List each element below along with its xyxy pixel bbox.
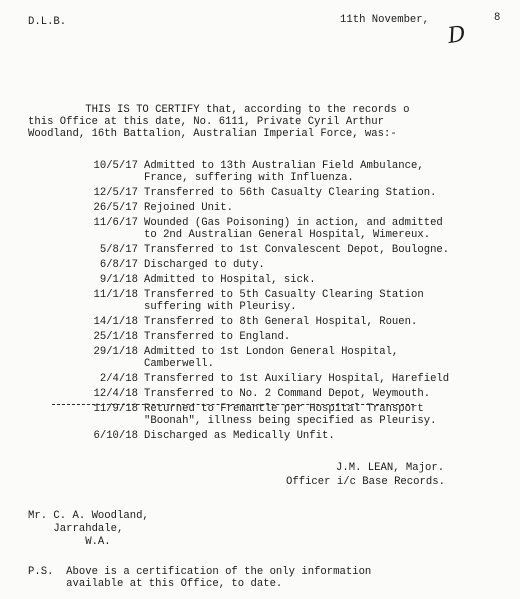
certification-line: Woodland, 16th Battalion, Australian Imperial Force, was:- xyxy=(28,128,397,140)
entry-text: to 2nd Australian General Hospital, Wimereux. xyxy=(144,229,431,241)
document-date: 11th November, xyxy=(340,14,430,26)
signer-office: Officer i/c Base Records. xyxy=(286,476,445,488)
entry-date: 11/1/18 xyxy=(93,289,138,301)
certification-line: this Office at this date, No. 6111, Private Cyril Arthur xyxy=(28,116,385,128)
entry-date: 25/1/18 xyxy=(93,331,138,343)
entry-text: Transferred to 8th General Hospital, Rouen. xyxy=(144,316,418,328)
entry-text: Returned to Fremantle per Hospital Transport xyxy=(144,403,424,415)
entry-text: Discharged to duty. xyxy=(144,259,265,271)
addressee-line: W.A. xyxy=(28,536,111,548)
dashed-rule xyxy=(52,404,414,405)
entry-text: Rejoined Unit. xyxy=(144,202,234,214)
page-number: 8 xyxy=(494,12,501,24)
entry-date: 11/9/18 xyxy=(93,403,138,415)
entry-text: Transferred to 1st Convalescent Depot, Boulogne. xyxy=(144,244,450,256)
certification-line: THIS IS TO CERTIFY that, according to the records o xyxy=(28,104,410,116)
signer-name: J.M. LEAN, Major. xyxy=(336,462,445,474)
entry-text: Camberwell. xyxy=(144,358,214,370)
entry-text: "Boonah", illness being specified as Pleurisy. xyxy=(144,415,437,427)
entry-date: 6/8/17 xyxy=(99,259,138,271)
entry-text: Admitted to Hospital, sick. xyxy=(144,274,316,286)
entry-date: 11/6/17 xyxy=(93,217,138,229)
entry-date: 12/4/18 xyxy=(93,388,138,400)
entry-date: 14/1/18 xyxy=(93,316,138,328)
entry-date: 26/5/17 xyxy=(93,202,138,214)
entry-text: Transferred to 5th Casualty Clearing Station xyxy=(144,289,424,301)
entry-date: 29/1/18 xyxy=(93,346,138,358)
handwritten-mark: D xyxy=(446,21,468,50)
entry-text: Wounded (Gas Poisoning) in action, and admitted xyxy=(144,217,443,229)
entry-text: Admitted to 1st London General Hospital, xyxy=(144,346,399,358)
entry-date: 10/5/17 xyxy=(93,160,138,172)
entry-text: Transferred to England. xyxy=(144,331,291,343)
entry-text: Admitted to 13th Australian Field Ambulance, xyxy=(144,160,424,172)
postscript-line: available at this Office, to date. xyxy=(28,578,283,590)
entry-date: 5/8/17 xyxy=(99,244,138,256)
reference-code: D.L.B. xyxy=(28,16,67,28)
certification-paragraph xyxy=(28,104,508,140)
addressee-line: Jarrahdale, xyxy=(28,523,124,535)
entry-text: Transferred to 1st Auxiliary Hospital, Harefield xyxy=(144,373,450,385)
addressee-block xyxy=(28,510,149,549)
postscript xyxy=(28,566,371,590)
entry-text: suffering with Pleurisy. xyxy=(144,301,297,313)
entry-text: Transferred to 56th Casualty Clearing Station. xyxy=(144,187,437,199)
entry-date: 9/1/18 xyxy=(99,274,138,286)
entry-text: Discharged as Medically Unfit. xyxy=(144,430,335,442)
addressee-line: Mr. C. A. Woodland, xyxy=(28,510,149,522)
postscript-line: P.S. Above is a certification of the only information xyxy=(28,566,372,578)
entry-date: 6/10/18 xyxy=(93,430,138,442)
entry-date: 2/4/18 xyxy=(99,373,138,385)
entry-text: France, suffering with Influenza. xyxy=(144,172,354,184)
entry-date: 12/5/17 xyxy=(93,187,138,199)
entry-text: Transferred to No. 2 Command Depot, Weymouth. xyxy=(144,388,431,400)
